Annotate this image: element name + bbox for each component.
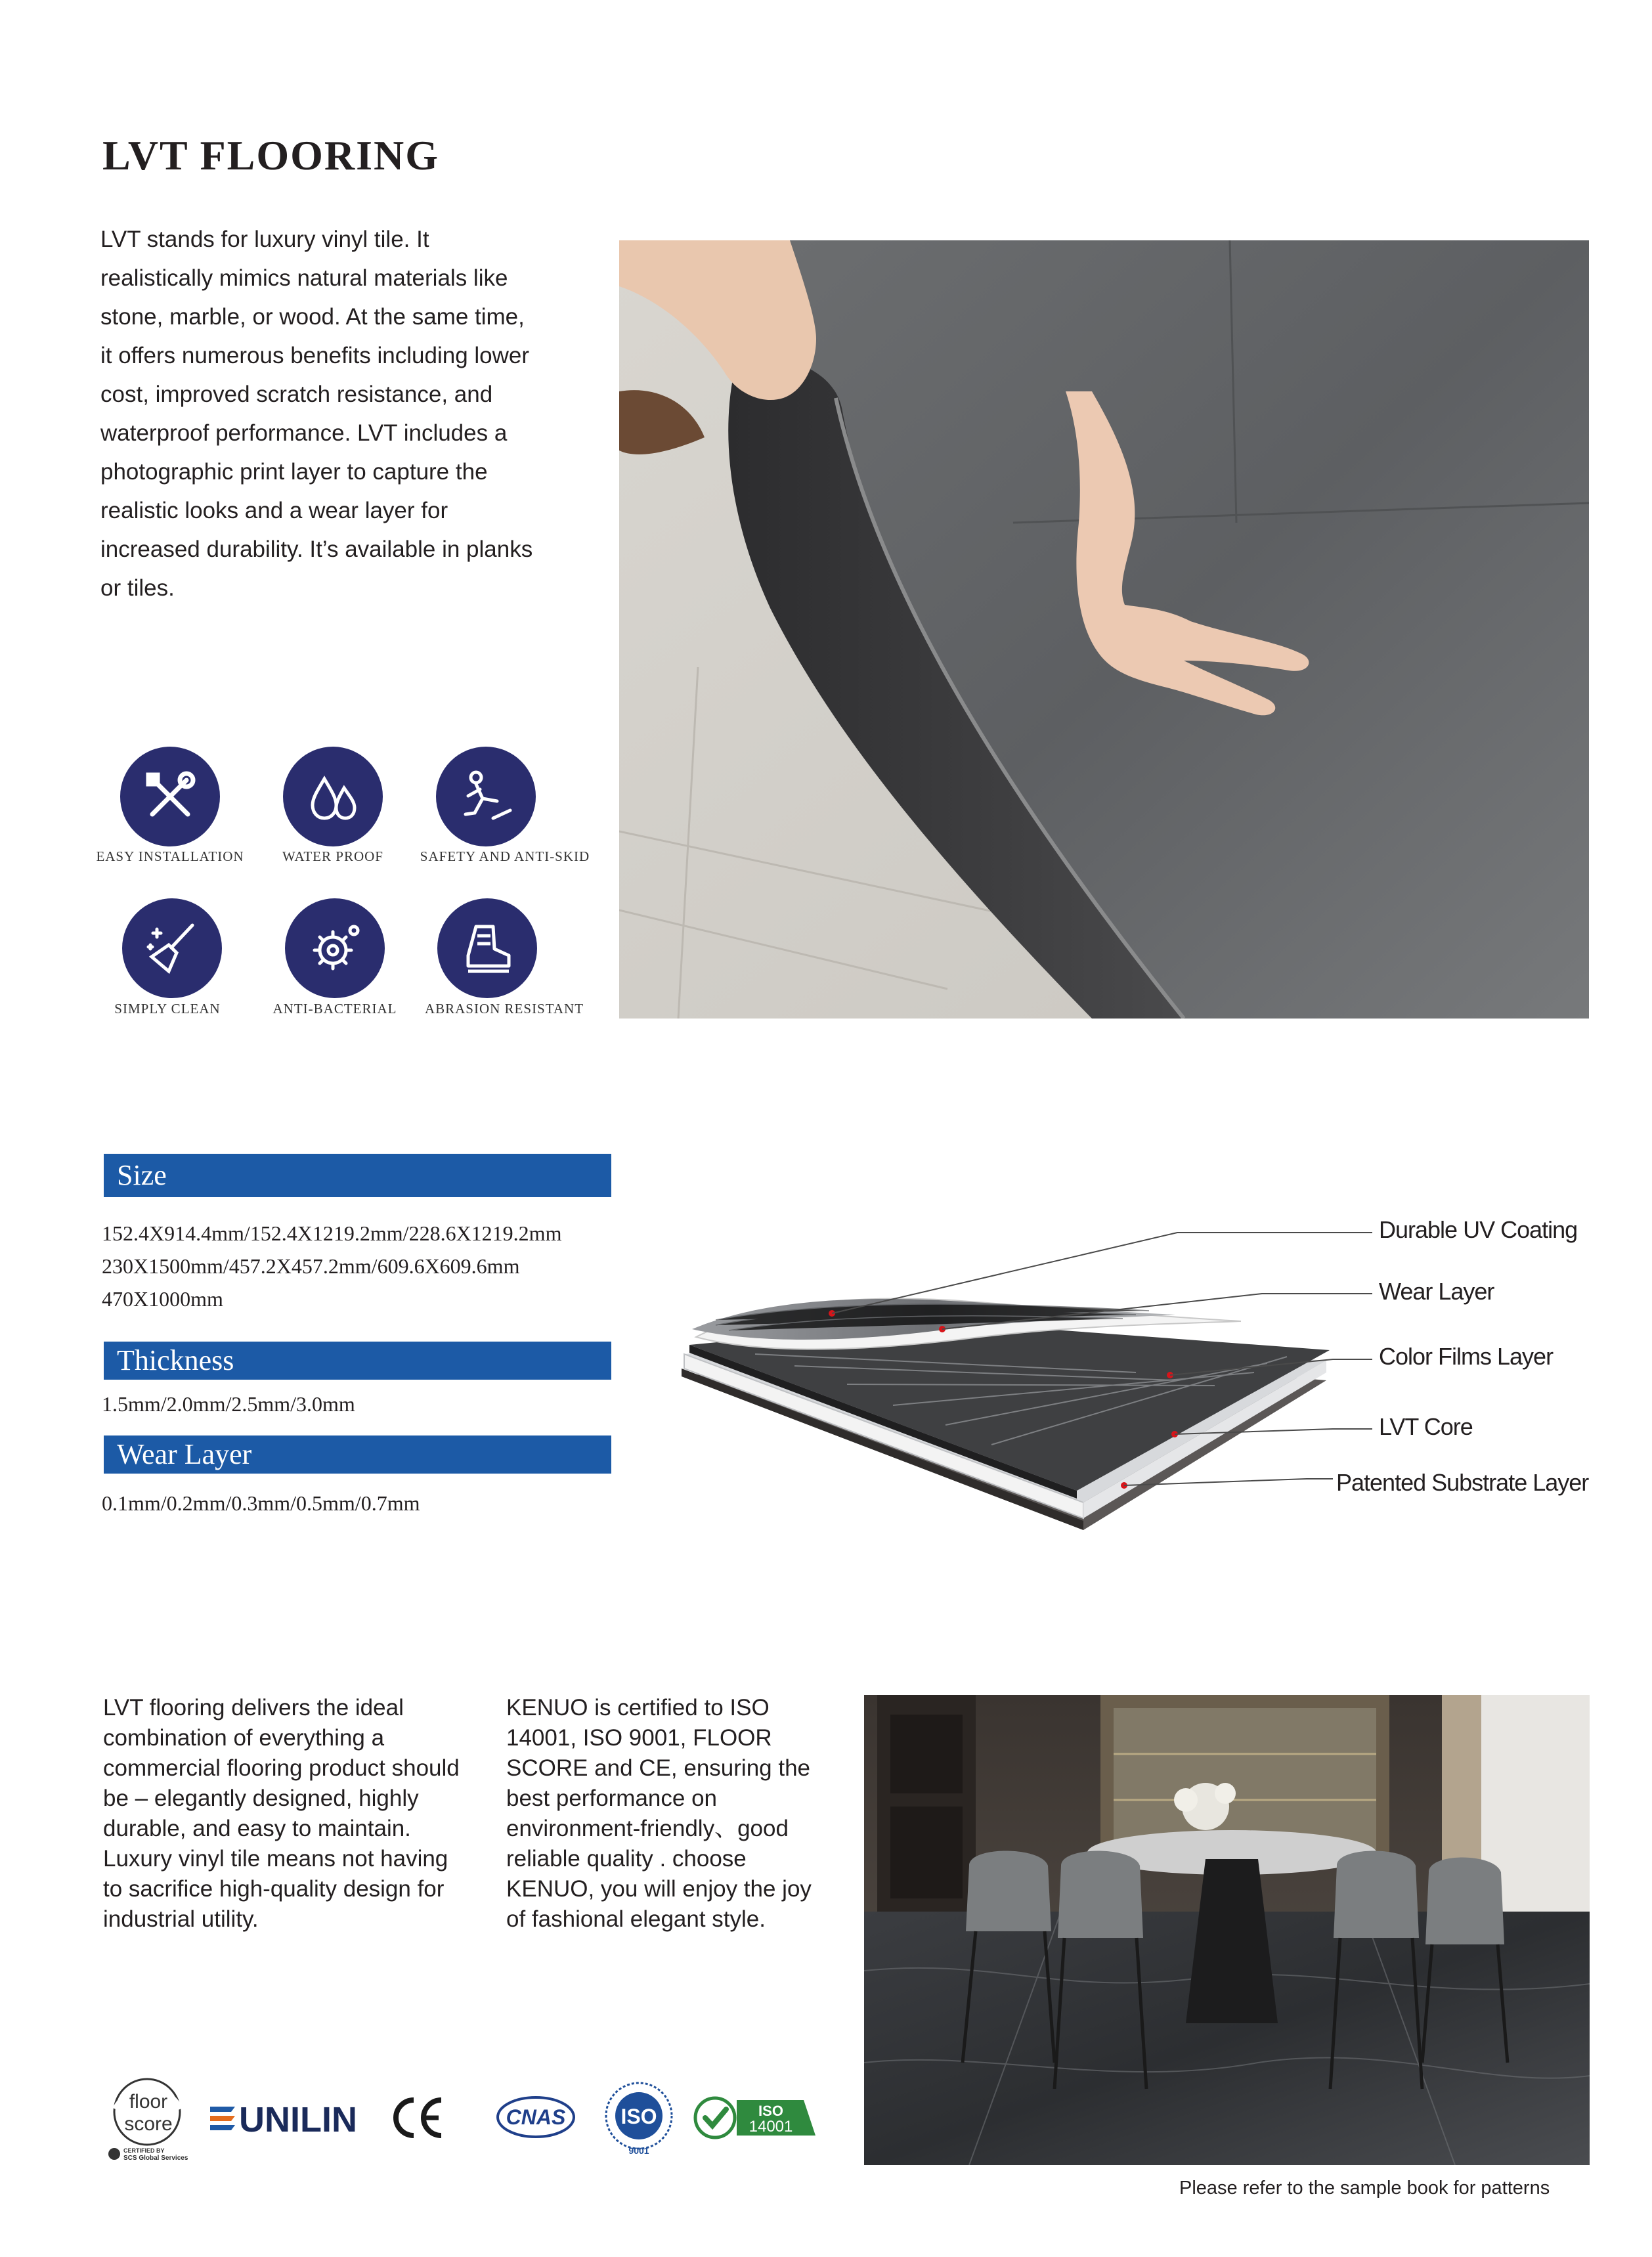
unilin-mark [209,2097,380,2139]
gear-bacteria-icon [305,919,364,978]
floorscore-logo [102,2070,194,2162]
feature-label: ABRASION RESISTANT [424,1001,584,1017]
layer-label-substrate: Patented Substrate Layer [1336,1469,1589,1496]
feature-circle-simply-clean [122,898,222,998]
svg-text:ISO: ISO [620,2105,657,2128]
water-drops-icon [303,767,362,826]
wear-layer-heading: Wear Layer [104,1435,611,1474]
hero-illustration [619,240,1589,1019]
svg-text:score: score [124,2113,173,2135]
page-title: LVT FLOORING [102,132,440,179]
floorscore-mark [102,2070,194,2162]
feature-circle-safety-anti-skid [436,747,536,846]
iso-14001-logo [692,2095,817,2141]
svg-text:SCS Global Services: SCS Global Services [123,2155,188,2162]
svg-text:CERTIFIED BY: CERTIFIED BY [123,2147,165,2154]
iso-9001-mark [600,2079,678,2157]
slip-person-icon [456,767,515,826]
feature-label: SAFETY AND ANTI-SKID [420,848,590,864]
feature-label: SIMPLY CLEAN [114,1001,221,1017]
iso-9001-logo [600,2079,678,2157]
ce-logo [391,2096,445,2139]
thickness-value: 1.5mm/2.0mm/2.5mm/3.0mm [102,1392,355,1416]
size-line: 230X1500mm/457.2X457.2mm/609.6X609.6mm [102,1254,520,1278]
ce-mark [391,2096,445,2139]
svg-text:floor: floor [129,2091,168,2113]
feature-circle-abrasion-resistant [437,898,537,998]
tools-icon [141,767,200,826]
dining-room-illustration [864,1695,1590,2165]
paragraph-lvt-benefits: LVT flooring delivers the ideal combination of everything a commercial flooring product should be – elegantly designed, highly durable, and easy to maintain. Luxury vinyl tile means not having to sacrifice high-quality design for industrial utility. [103,1695,460,1932]
size-line: 152.4X914.4mm/152.4X1219.2mm/228.6X1219.2mm [102,1221,562,1245]
broom-icon [142,919,202,978]
svg-text:14001: 14001 [749,2118,793,2136]
hero-photo [619,240,1589,1019]
feature-label: WATER PROOF [282,848,383,864]
size-heading: Size [104,1154,611,1197]
feature-circle-anti-bacterial [285,898,385,998]
layer-diagram [676,1208,1372,1537]
layer-label-lvt-core: LVT Core [1379,1413,1473,1440]
size-line: 470X1000mm [102,1287,223,1311]
svg-text:9001: 9001 [628,2145,649,2156]
intro-paragraph: LVT stands for luxury vinyl tile. It realistically mimics natural materials like stone, marble, or wood. At the same time, it offers numerous benefits including lower cost, improved scratch resistance, and waterproof performance. LVT includes a photographic print layer to capture the realistic looks and a wear layer for increased durability. It’s available in planks or tiles. [100,227,533,601]
feature-label: EASY INSTALLATION [96,848,244,864]
unilin-logo [209,2097,380,2139]
iso-14001-mark [692,2095,817,2141]
feature-circle-easy-installation [120,747,220,846]
boot-icon [458,919,517,978]
paragraph-certification: KENUO is certified to ISO 14001, ISO 9001, FLOOR SCORE and CE, ensuring the best performance on environment-friendly、good reliable quality . choose KENUO, you will enjoy the joy of fashional elegant style. [506,1695,812,1932]
feature-circle-water-proof [283,747,383,846]
thickness-heading: Thickness [104,1342,611,1380]
layer-label-uv-coating: Durable UV Coating [1379,1216,1578,1243]
feature-label: ANTI-BACTERIAL [272,1001,397,1017]
layer-label-wear-layer: Wear Layer [1379,1278,1494,1305]
cnas-logo [495,2092,576,2143]
svg-text:ISO: ISO [758,2103,783,2119]
wear-layer-value: 0.1mm/0.2mm/0.3mm/0.5mm/0.7mm [102,1491,420,1515]
layer-label-color-films: Color Films Layer [1379,1343,1554,1370]
cnas-mark [495,2092,576,2143]
dining-room-photo [864,1695,1590,2165]
svg-text:CNAS: CNAS [506,2105,566,2129]
svg-text:UNILIN: UNILIN [239,2100,357,2139]
footnote: Please refer to the sample book for patterns [1179,2178,1550,2199]
